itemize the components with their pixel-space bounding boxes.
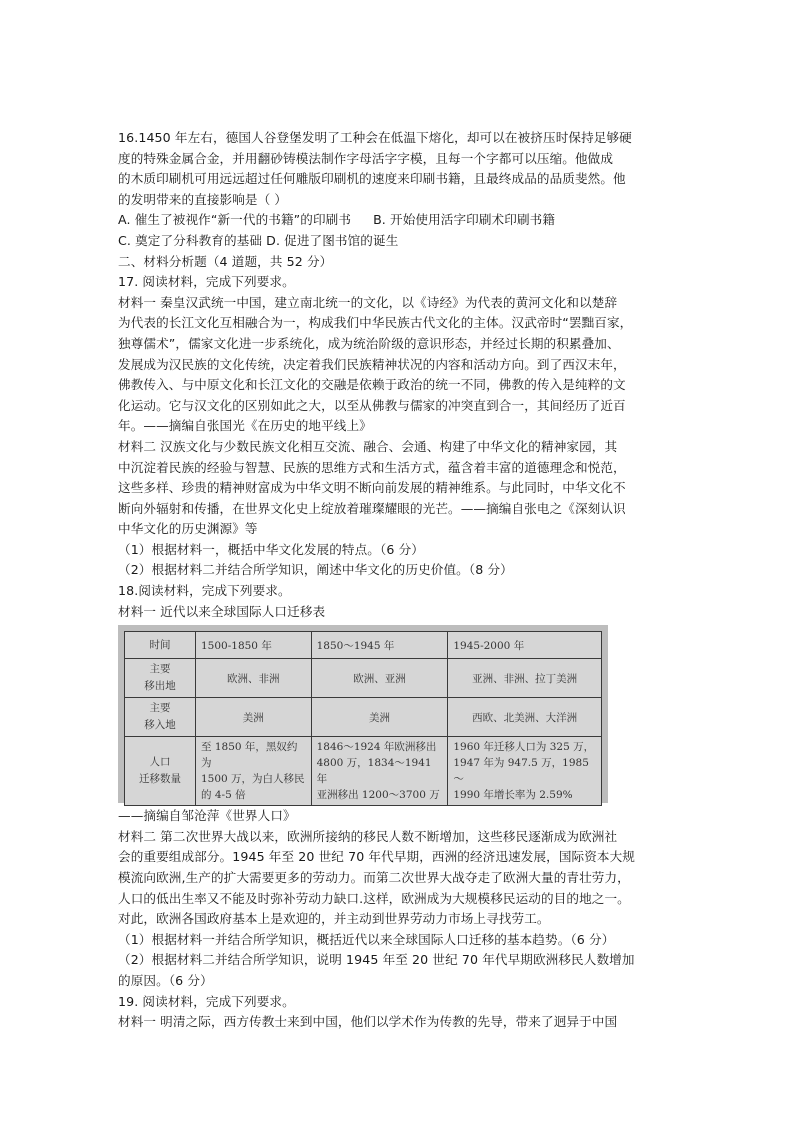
q16-option-b: B. 开始使用活字印刷术印刷书籍 (373, 212, 556, 228)
cell-line: 亚洲移出 1200～3700 万 (316, 789, 440, 802)
table-row (125, 737, 602, 806)
q17-line: 年。——摘编自张国光《在历史的地平线上》 (118, 418, 372, 434)
cell-line: 1846～1924 年欧洲移出 (316, 741, 437, 754)
cell-line: 至 1850 年，黑奴约为 (201, 741, 298, 770)
cell-line: 1960 年迁移人口为 325 万， (453, 741, 595, 754)
q18-line: 模流向欧洲,生产的扩大需要更多的劳动力。而第二次世界大战夺走了欧洲大量的青壮劳力， (118, 870, 630, 886)
q17-line: 化运动。它与汉文化的区别如此之大，以至从佛教与儒家的冲突直到合一，其间经历了近百 (118, 397, 626, 413)
q18-line: 材料一 近代以来全球国际人口迁移表 (118, 603, 326, 619)
table-cell (311, 737, 448, 806)
table-cell: 西欧、北美洲、大洋洲 (448, 698, 602, 737)
question-16 (118, 128, 678, 252)
table-header-cell: 1850～1945 年 (311, 632, 448, 659)
question-19 (118, 992, 678, 1033)
q19-line: 19. 阅读材料，完成下列要求。 (118, 993, 295, 1009)
section-heading: 二、材料分析题（4 道题，共 52 分） (118, 253, 333, 269)
table-cell: 美洲 (196, 698, 312, 737)
table-row-label (125, 659, 196, 698)
q17-line: 发展成为汉民族的文化传统，决定着我们民族精神状况的内容和活动方向。到了西汉末年， (118, 356, 626, 372)
q18-line: 对此，欧洲各国政府基本上是欢迎的，并主动到世界劳动力市场上寻找劳工。 (118, 911, 550, 927)
q17-subquestion: （2）根据材料二并结合所学知识，阐述中华文化的历史价值。（8 分） (118, 562, 513, 578)
cell-line: 4800 万，1834～1941 年 (316, 757, 432, 786)
q17-line: 为代表的长江文化互相融合为一，构成我们中华民族古代文化的主体。汉武帝时“罢黜百家， (118, 315, 633, 331)
table-header-cell: 1945-2000 年 (448, 632, 602, 659)
q19-line: 材料一 明清之际，西方传教士来到中国，他们以学术作为传教的先导，带来了迥异于中国 (118, 1014, 618, 1030)
q16-line: 16.1450 年左右，德国人谷登堡发明了工种会在低温下熔化，却可以在被挤压时保持足够硬 (118, 130, 632, 145)
table-row (125, 659, 602, 698)
q18-line: 18.阅读材料，完成下列要求。 (118, 583, 291, 599)
question-17 (118, 272, 678, 581)
q16-line: 度的特殊金属合金，并用翻砂铸模法制作字母活字字模，且每一个字都可以压缩。他做成 (118, 150, 614, 166)
cell-line: 的 4-5 倍 (201, 789, 246, 802)
table-cell (448, 737, 602, 806)
table-header-row (125, 632, 602, 659)
q18-line: ——摘编自邹沧萍《世界人口》 (118, 808, 296, 824)
table-row-label (125, 698, 196, 737)
q18-line: 材料二 第二次世界大战以来，欧洲所接纳的移民人数不断增加，这些移民逐渐成为欧洲社 (118, 828, 618, 844)
cell-line: 1947 年为 947.5 万，1985～ (453, 757, 589, 786)
q17-subquestion: （1）根据材料一，概括中华文化发展的特点。（6 分） (118, 541, 424, 557)
q16-options-ab (118, 210, 678, 231)
q17-line: 断向外辐射和传播，在世界文化史上绽放着璀璨耀眼的光芒。——摘编自张电之《深刻认识 (118, 500, 626, 516)
table-header-cell: 时间 (125, 632, 196, 659)
q17-line: 独尊儒术”，儒家文化进一步系统化，成为统治阶级的意识形态，并经过长期的积累叠加、 (118, 335, 620, 351)
table-cell: 美洲 (311, 698, 448, 737)
q16-line: 的发明带来的直接影响是（ ） (118, 191, 288, 207)
label-line: 迁移数量 (139, 773, 181, 786)
migration-table-photo (118, 625, 608, 803)
q18-line: 人口的低出生率又不能及时弥补劳动力缺口.这样，欧洲成为大规模移民运动的目的地之一。 (118, 890, 630, 906)
q17-line: 材料一 秦皇汉武统一中国，建立南北统一的文化，以《诗经》为代表的黄河文化和以楚辞 (118, 294, 618, 310)
q17-line: 17. 阅读材料，完成下列要求。 (118, 274, 295, 290)
cell-line: 1990 年增长率为 2.59% (453, 789, 573, 802)
q16-options-cd: C. 奠定了分科教育的基础 D. 促进了图书馆的诞生 (118, 232, 399, 248)
table-cell (196, 737, 312, 806)
label-line: 移出地 (144, 680, 176, 693)
cell-line: 1500 万，为白人移民 (201, 773, 305, 786)
label-line: 移入地 (144, 719, 176, 732)
q17-line: 这些多样、珍贵的精神财富成为中华文明不断向前发展的精神维系。与此同时，中华文化不 (118, 480, 626, 496)
q18-subquestion: 的原因。（6 分） (118, 973, 213, 988)
q17-line: 佛教传入、与中原文化和长江文化的交融是依赖于政治的统一不同，佛教的传入是纯粹的文 (118, 377, 626, 393)
q18-subquestion: （1）根据材料一并结合所学知识，概括近代以来全球国际人口迁移的基本趋势。（6 分） (118, 931, 615, 947)
migration-table (124, 631, 602, 806)
table-cell: 欧洲、非洲 (196, 659, 312, 698)
exam-page (118, 128, 678, 1033)
table-header-cell: 1500-1850 年 (196, 632, 312, 659)
label-line: 主要 (149, 702, 171, 715)
q16-line: 的木质印刷机可用远远超过任何雕版印刷机的速度来印刷书籍，且最终成品的品质斐然。他 (118, 171, 626, 187)
label-line: 人口 (149, 756, 171, 769)
table-row (125, 698, 602, 737)
q17-line: 中沉淀着民族的经验与智慧、民族的思维方式和生活方式，蕴含着丰富的道德理念和悦范， (118, 459, 626, 475)
table-cell: 亚洲、非洲、拉丁美洲 (448, 659, 602, 698)
table-cell: 欧洲、亚洲 (311, 659, 448, 698)
q17-line: 中华文化的历史渊源》等 (118, 521, 258, 537)
q17-line: 材料二 汉族文化与少数民族文化相互交流、融合、会通、构建了中华文化的精神家园，其 (118, 438, 618, 454)
label-line: 主要 (149, 663, 171, 676)
table-row-label (125, 737, 196, 806)
q16-option-a: A. 催生了被视作“新一代的书籍”的印刷书 (118, 212, 352, 228)
question-18 (118, 581, 678, 992)
q18-line: 会的重要组成部分。1945 年至 20 世纪 70 年代早期，西洲的经济迅速发展，国际资本大规 (118, 849, 636, 865)
q18-subquestion: （2）根据材料二并结合所学知识，说明 1945 年至 20 世纪 70 年代早期欧洲移民人数增加 (118, 952, 635, 968)
